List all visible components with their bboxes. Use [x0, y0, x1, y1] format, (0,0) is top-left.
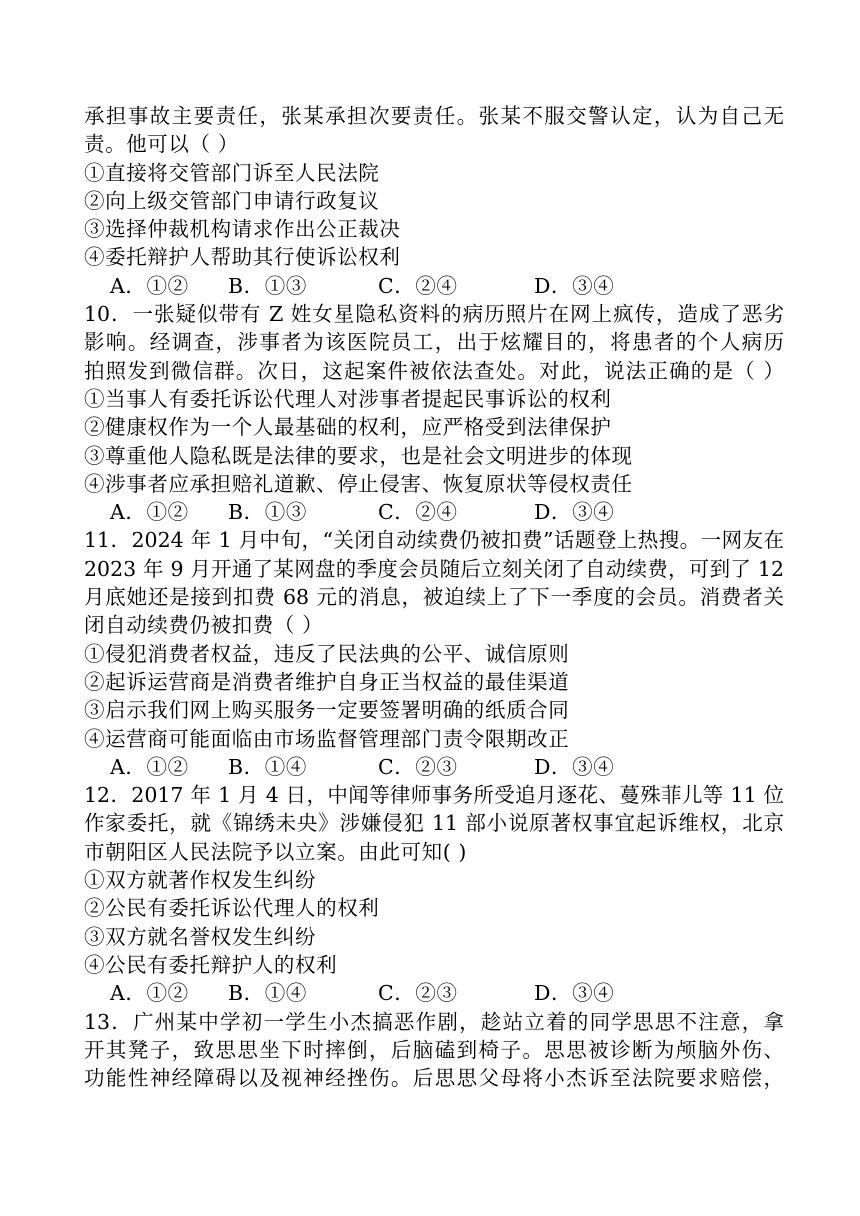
question-12-statement-4: ④公民有委托辩护人的权利 [84, 952, 338, 977]
question-10 [84, 300, 784, 526]
question-10-statement-2: ②健康权作为一个人最基础的权利，应严格受到法律保护 [84, 415, 612, 440]
question-11-statement-2: ②起诉运营商是消费者维护自身正当权益的最佳渠道 [84, 669, 570, 694]
question-11-option-b: B．①④ [228, 754, 307, 779]
question-9-stem-line-2: 责。他可以（ ） [84, 132, 239, 157]
question-11-statement-3: ③启示我们网上购买服务一定要签署明确的纸质合同 [84, 698, 570, 723]
question-10-statement-4: ④涉事者应承担赔礼道歉、停止侵害、恢复原状等侵权责任 [84, 471, 633, 496]
question-11-stem-line-1: 11．2024 年 1 月中旬，“关闭自动续费仍被扣费”话题登上热搜。一网友在 [84, 528, 784, 553]
question-9-statement-2: ②向上级交管部门申请行政复议 [84, 188, 380, 213]
question-10-option-c: C．②④ [378, 500, 458, 525]
question-13 [84, 1008, 784, 1093]
question-10-stem-line-1: 10．一张疑似带有 Z 姓女星隐私资料的病历照片在网上疯传，造成了恶劣 [84, 302, 784, 327]
question-9-stem-line-1: 承担事故主要责任，张某承担次要责任。张某不服交警认定，认为自己无 [84, 104, 784, 128]
question-12-option-b: B．①④ [228, 981, 307, 1006]
question-12-option-d: D．③④ [534, 981, 615, 1006]
question-12-statement-3: ③双方就名誉权发生纠纷 [84, 924, 317, 949]
question-12-option-c: C．②③ [378, 981, 458, 1006]
question-12-statement-2: ②公民有委托诉讼代理人的权利 [84, 896, 380, 921]
question-9-options [84, 272, 784, 300]
question-9-option-d: D．③④ [534, 273, 615, 298]
question-11-options [84, 753, 784, 781]
question-12-stem-line-2: 作家委托，就《锦绣未央》涉嫌侵犯 11 部小说原著权事宜起诉维权，北京 [84, 811, 784, 836]
question-11-stem-line-3: 月底她还是接到扣费 68 元的消息，被迫续上了下一季度的会员。消费者关 [84, 585, 784, 610]
question-10-statement-3: ③尊重他人隐私既是法律的要求，也是社会文明进步的体现 [84, 443, 633, 468]
question-11-stem-line-4: 闭自动续费仍被扣费（ ） [84, 613, 324, 638]
question-13-stem-line-2: 开其凳子，致思思坐下时摔倒，后脑磕到椅子。思思被诊断为颅脑外伤、 [84, 1037, 784, 1062]
question-9 [84, 102, 784, 300]
question-13-stem-line-3: 功能性神经障碍以及视神经挫伤。后思思父母将小杰诉至法院要求赔偿， [84, 1066, 784, 1091]
question-11-statement-1: ①侵犯消费者权益，违反了民法典的公平、诚信原则 [84, 641, 570, 666]
question-11-option-d: D．③④ [534, 754, 615, 779]
question-9-statement-4: ④委托辩护人帮助其行使诉讼权利 [84, 245, 401, 270]
question-9-statement-3: ③选择仲裁机构请求作出公正裁决 [84, 217, 401, 242]
question-10-statement-1: ①当事人有委托诉讼代理人对涉事者提起民事诉讼的权利 [84, 386, 612, 411]
question-9-option-b: B．①③ [228, 273, 307, 298]
question-12-statement-1: ①双方就著作权发生纠纷 [84, 868, 317, 893]
question-10-stem-line-3: 拍照发到微信群。次日，这起案件被依法查处。对此，说法正确的是（ ） [84, 358, 784, 383]
question-11 [84, 526, 784, 781]
question-9-statement-1: ①直接将交管部门诉至人民法院 [84, 160, 380, 185]
question-12-stem-line-3: 市朝阳区人民法院予以立案。由此可知( ) [84, 839, 468, 864]
question-12-options [84, 979, 784, 1007]
question-10-options [84, 498, 784, 526]
question-12 [84, 781, 784, 1007]
question-10-option-d: D．③④ [534, 500, 615, 525]
question-11-stem-line-2: 2023 年 9 月开通了某网盘的季度会员随后立刻关闭了自动续费，可到了 12 [84, 556, 784, 581]
question-9-option-a: A．①② [110, 273, 189, 298]
question-10-stem-line-2: 影响。经调查，涉事者为该医院员工，出于炫耀目的，将患者的个人病历 [84, 330, 784, 355]
question-11-option-c: C．②③ [378, 754, 458, 779]
question-12-stem-line-1: 12．2017 年 1 月 4 日，中闻等律师事务所受追月逐花、蔓殊菲儿等 11 位 [84, 783, 784, 808]
question-10-option-a: A．①② [110, 500, 189, 525]
question-9-option-c: C．②④ [378, 273, 458, 298]
question-13-stem-line-1: 13．广州某中学初一学生小杰搞恶作剧，趁站立着的同学思思不注意，拿 [84, 1009, 784, 1034]
question-10-option-b: B．①③ [228, 500, 307, 525]
question-11-statement-4: ④运营商可能面临由市场监督管理部门责令限期改正 [84, 726, 570, 751]
exam-content [84, 102, 784, 1092]
question-12-option-a: A．①② [110, 981, 189, 1006]
question-11-option-a: A．①② [110, 754, 189, 779]
